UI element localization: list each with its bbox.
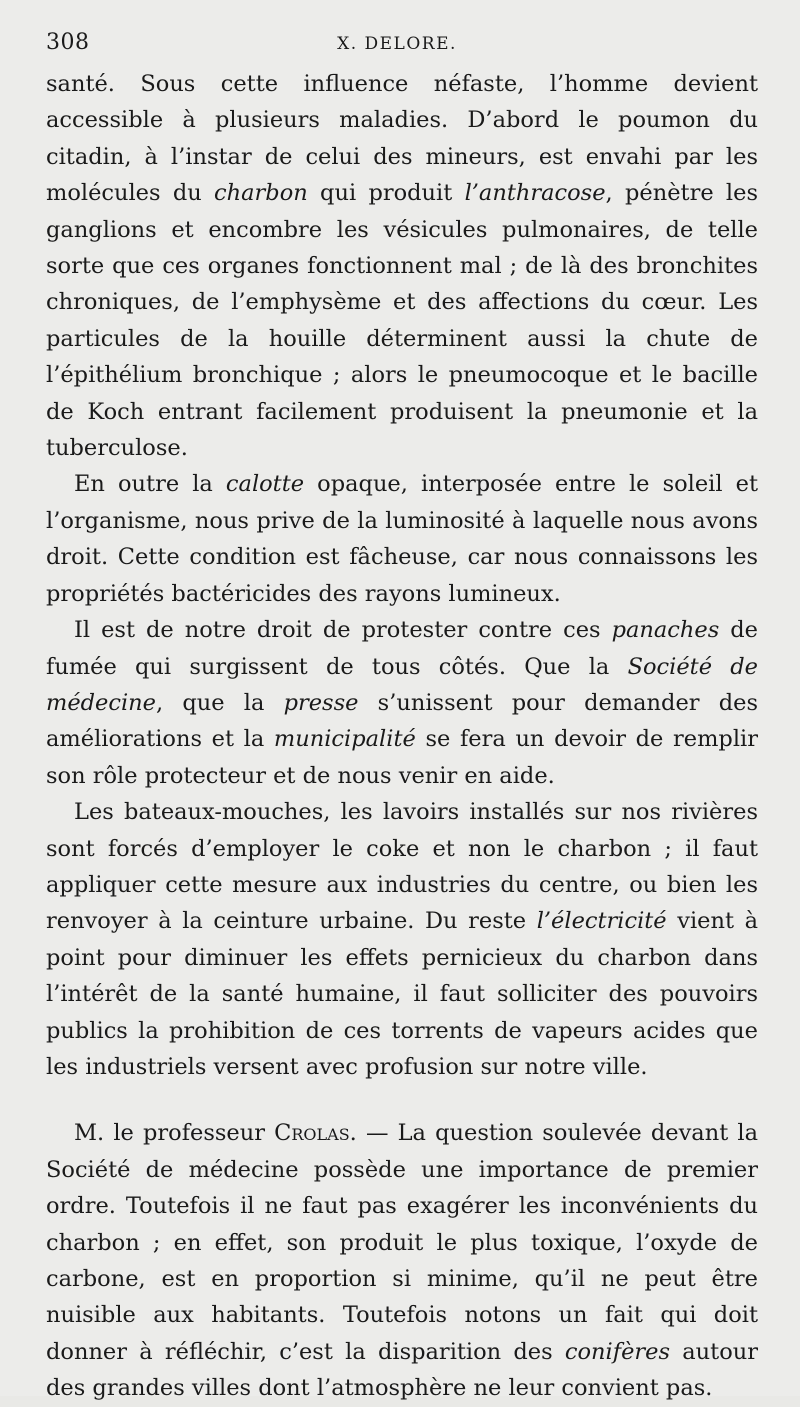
text-run: M. le professeur [74, 1120, 275, 1147]
paragraph-p1 [46, 66, 758, 466]
text-run: s’unissent pour demander des améliorations et la [46, 689, 758, 753]
text-run: En outre la [74, 471, 226, 498]
italic-term: l’électricité [536, 908, 667, 935]
text-run: , que la [155, 689, 284, 716]
paragraph-p3 [46, 612, 758, 794]
italic-term: Société de médecine [46, 653, 758, 716]
text-run: opaque, interposée entre le soleil et l’organisme, nous prive de la luminosité à laquelle nous avons droit. Cette condition est fâcheuse, car nous connaissons les propriétés bactéricides des rayons lumineux. [46, 471, 758, 607]
italic-term: conifères [564, 1338, 671, 1365]
text-run: autour des grandes villes dont l’atmosphère ne leur convient pas. [46, 1338, 758, 1402]
italic-term: presse [283, 689, 359, 716]
paragraph-p5 [46, 1115, 758, 1406]
page-number: 308 [46, 30, 90, 55]
text-run: vient à point pour diminuer les effets pernicieux du charbon dans l’intérêt de la santé humaine, il faut solliciter des pouvoirs publics la prohibition de ces torrents de vapeurs acides que les industriels versent avec profusion sur notre ville. [46, 908, 758, 1080]
section-gap [46, 1085, 758, 1115]
paragraph-p4 [46, 794, 758, 1085]
page-header [46, 30, 758, 66]
text-run: Il est de notre droit de protester contre ces [74, 617, 612, 644]
italic-term: panaches [611, 617, 720, 644]
body-text [46, 66, 758, 1407]
text-run: , pénètre les ganglions et encombre les vésicules pulmonaires, de telle sorte que ces organes fonctionnent mal ; de là des bronchites chroniques, de l’emphysème et des affections du cœur. Les particules de la houille déterminent aussi la chute de l’épithélium bronchique ; alors le pneumocoque et le bacille de Koch entrant facilement produisent la pneumonie et la tuberculose. [46, 180, 758, 462]
italic-term: calotte [225, 471, 305, 498]
text-run: Les bateaux-mouches, les lavoirs installés sur nos rivières sont forcés d’employer le coke et non le charbon ; il faut appliquer cette mesure aux industries du centre, ou bien les renvoyer à la ceinture urbaine. Du reste [46, 799, 758, 935]
text-run: de fumée qui surgissent de tous côtés. Que la [46, 617, 758, 680]
italic-term: municipalité [273, 726, 416, 753]
italic-term: charbon [214, 180, 308, 207]
text-run: santé. Sous cette influence néfaste, l’homme devient accessible à plusieurs maladies. D’abord le poumon du citadin, à l’instar de celui des mineurs, est envahi par les molécules du [46, 71, 758, 207]
text-run: . — La question soulevée devant la Société de médecine possède une importance de premier ordre. Toutefois il ne faut pas exagérer les inconvénients du charbon ; en effet, son produit le plus toxique, l’oxyde de carbone, est en proportion si minime, qu’il ne peut être nuisible aux habitants. Toutefois notons un fait qui doit donner à réfléchir, c’est la disparition des [46, 1120, 758, 1365]
text-run: qui produit [307, 180, 465, 207]
paragraph-p2 [46, 466, 758, 612]
speaker-name: Crolas [274, 1120, 350, 1147]
running-head: X. DELORE. [337, 34, 457, 54]
italic-term: l’anthracose [464, 180, 606, 207]
text-run: se fera un devoir de remplir son rôle protecteur et de nous venir en aide. [46, 726, 758, 789]
